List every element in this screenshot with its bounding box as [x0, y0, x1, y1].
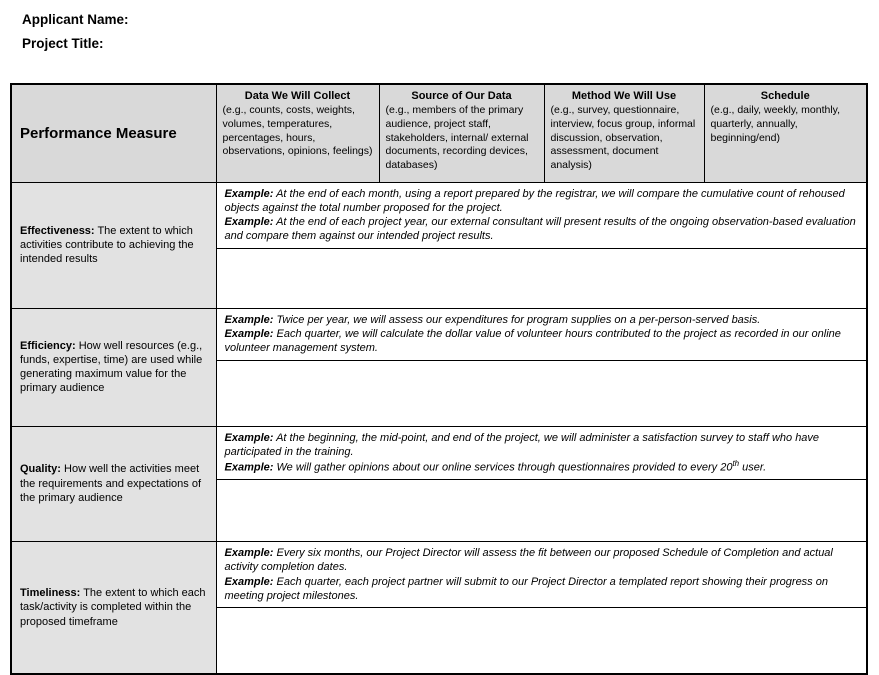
- column-header-source-of-our-data: [379, 84, 544, 182]
- measure-term: Quality:: [20, 463, 61, 476]
- example-body: At the end of each month, using a report prepared by the registrar, we will compare the cumulative count of rehoused objects against the total number proposed for the project.: [224, 187, 845, 214]
- example-body: user.: [739, 461, 767, 474]
- measure-cell-quality: [11, 426, 216, 542]
- example-body: At the beginning, the mid-point, and end of the project, we will administer a satisfaction survey to staff who have participated in the training.: [224, 431, 820, 458]
- example-label: Example:: [224, 216, 274, 229]
- column-subtitle: (e.g., counts, costs, weights, volumes, temperatures, percentages, hours, observations, opinions, feelings): [222, 104, 373, 158]
- row-quality-examples: [11, 426, 867, 480]
- column-title: Schedule: [760, 90, 810, 102]
- measure-cell-timeliness: [11, 542, 216, 674]
- measure-description: How well resources (e.g., funds, expertise, time) are used while generating maximum value for the primary audience: [20, 339, 203, 395]
- measure-cell-effectiveness: [11, 182, 216, 308]
- example-label: Example:: [224, 461, 274, 474]
- measure-term: Effectiveness:: [20, 224, 95, 237]
- measure-term: Timeliness:: [20, 587, 81, 600]
- example-label: Example:: [224, 431, 274, 444]
- document-header: [22, 8, 129, 56]
- measure-cell-efficiency: [11, 308, 216, 426]
- measure-description: The extent to which each task/activity is completed within the proposed timeframe: [20, 587, 206, 628]
- example-body: Every six months, our Project Director will assess the fit between our proposed Schedule of Completion and actual activity completion dates.: [224, 547, 833, 574]
- example-cell-timeliness: [216, 542, 867, 608]
- blank-input-cell-effectiveness[interactable]: [216, 248, 867, 308]
- example-label: Example:: [224, 547, 274, 560]
- column-title: Data We Will Collect: [244, 90, 351, 102]
- column-header-method-we-will-use: [544, 84, 704, 182]
- row-efficiency-examples: [11, 308, 867, 360]
- measure-description: How well the activities meet the requirements and expectations of the primary audience: [20, 463, 202, 504]
- example-text: [225, 215, 859, 244]
- project-title-label: Project Title:: [22, 36, 104, 51]
- performance-measure-table: [10, 83, 868, 675]
- example-label: Example:: [224, 187, 274, 200]
- example-label: Example:: [224, 313, 274, 326]
- measure-description: The extent to which activities contribute to achieving the intended results: [20, 224, 194, 266]
- example-label: Example:: [224, 327, 274, 340]
- column-header-data-we-will-collect: [216, 84, 379, 182]
- column-title: Source of Our Data: [411, 90, 512, 102]
- example-text: [225, 313, 859, 327]
- row-effectiveness-examples: [11, 182, 867, 248]
- example-body: Each quarter, we will calculate the dollar value of volunteer hours contributed to the project as recorded in our online volunteer management system.: [224, 327, 841, 355]
- column-subtitle: (e.g., daily, weekly, monthly, quarterly, annually, beginning/end): [710, 104, 841, 144]
- corner-header-performance-measure: Performance Measure: [11, 84, 216, 182]
- blank-input-cell-efficiency[interactable]: [216, 360, 867, 426]
- example-cell-quality: [216, 426, 867, 480]
- measure-term: Efficiency:: [20, 339, 76, 352]
- example-cell-effectiveness: [216, 182, 867, 248]
- example-cell-efficiency: [216, 308, 867, 360]
- example-body: Twice per year, we will assess our expenditures for program supplies on a per-person-served basis.: [276, 313, 761, 326]
- ordinal-superscript: th: [732, 459, 740, 469]
- example-text: [225, 575, 859, 604]
- column-title: Method We Will Use: [571, 90, 677, 102]
- example-text: [225, 431, 859, 460]
- table-header-row: [11, 84, 867, 182]
- example-label: Example:: [224, 575, 274, 588]
- example-body: Each quarter, each project partner will submit to our Project Director a templated report showing their progress on meeting project milestones.: [224, 575, 828, 603]
- example-body: We will gather opinions about our online services through questionnaires provided to every 20: [276, 461, 733, 474]
- example-body: At the end of each project year, our external consultant will present results of the ongoing observation-based evaluation and compare them against our intended project results.: [224, 216, 856, 243]
- blank-input-cell-timeliness[interactable]: [216, 608, 867, 674]
- example-text: [225, 546, 859, 575]
- example-text: [225, 459, 859, 475]
- column-subtitle: (e.g., survey, questionnaire, interview, focus group, informal discussion, observation, assessment, document analysis): [550, 104, 696, 171]
- example-text: [225, 187, 859, 216]
- row-timeliness-examples: [11, 542, 867, 608]
- column-subtitle: (e.g., members of the primary audience, project staff, stakeholders, internal/ external documents, recording devices, databases): [385, 104, 529, 171]
- blank-input-cell-quality[interactable]: [216, 480, 867, 542]
- applicant-name-label: Applicant Name:: [22, 12, 129, 27]
- column-header-schedule: [704, 84, 867, 182]
- example-text: [225, 327, 859, 356]
